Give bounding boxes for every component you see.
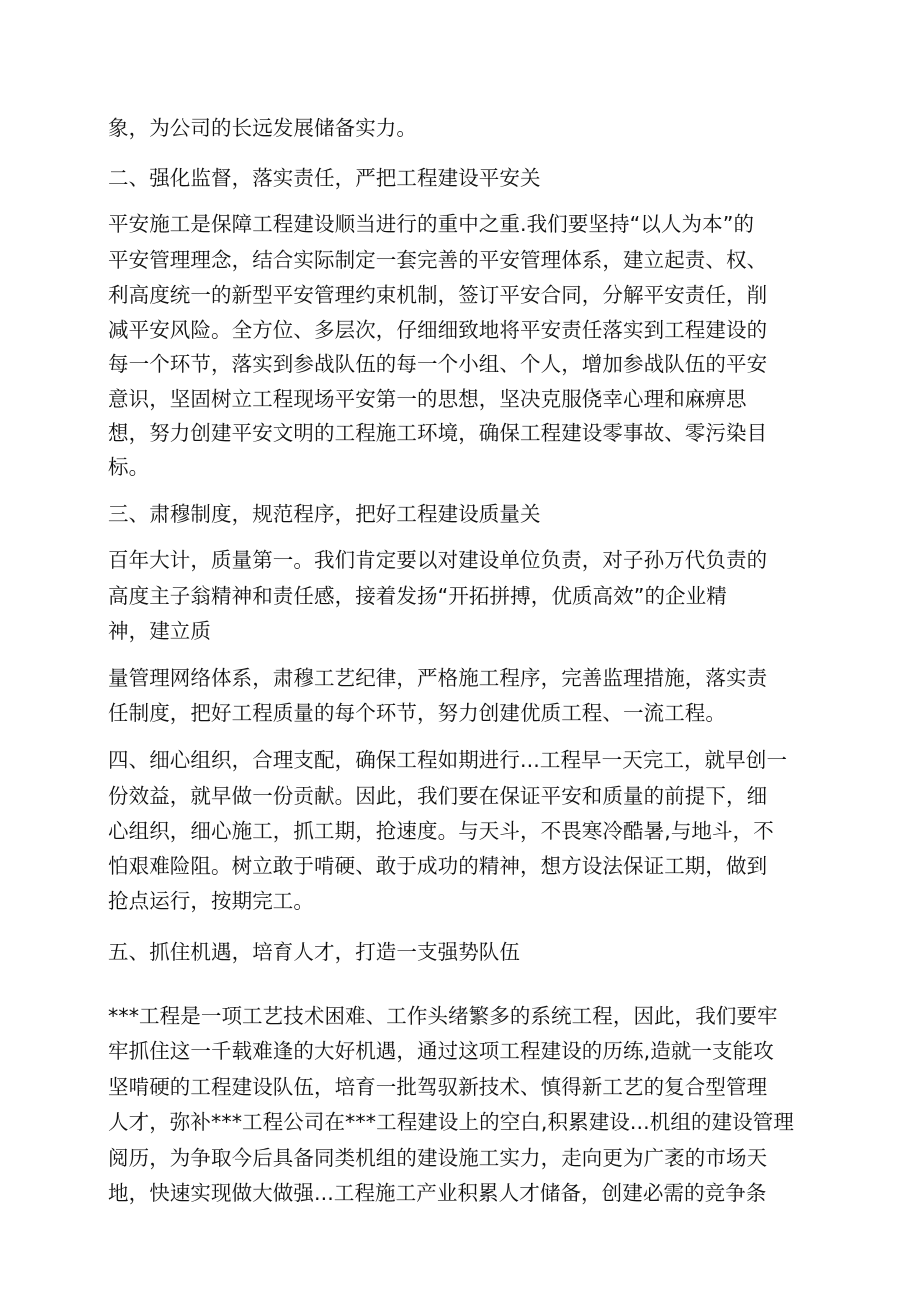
section-heading-5: 五、抓住机遇，培育人才，打造一支强势队伍 xyxy=(108,940,520,964)
text-line: 利高度统一的新型平安管理约束机制，签订平安合同，分解平安责任，削 xyxy=(108,283,768,307)
text-line: 阅历，为争取今后具备同类机组的建设施工实力，走向更为广袤的市场天 xyxy=(108,1146,768,1170)
text-line: 神，建立质 xyxy=(108,619,211,643)
section-heading-3: 三、肃穆制度，规范程序，把好工程建设质量关 xyxy=(108,502,541,526)
text-line: 象，为公司的长远发展储备实力。 xyxy=(108,116,417,140)
text-line: 份效益，就早做一份贡献。因此，我们要在保证平安和质量的前提下，细 xyxy=(108,784,768,808)
text-line: ***工程是一项工艺技术困难、工作头绪繁多的系统工程，因此，我们要牢 xyxy=(108,1004,778,1028)
text-line: 量管理网络体系，肃穆工艺纪律，严格施工程序，完善监理措施，落实责 xyxy=(108,666,768,690)
text-line: 意识，坚固树立工程现场平安第一的思想，坚决克服侥幸心理和麻痹思 xyxy=(108,387,747,411)
section-heading-4: 四、细心组织，合理支配，确保工程如期进行...工程早一天完工，就早创一 xyxy=(108,748,788,772)
text-line: 想，努力创建平安文明的工程施工环境，确保工程建设零事故、零污染目 xyxy=(108,421,768,445)
text-line: 标。 xyxy=(108,455,150,479)
text-line: 心组织，细心施工，抓工期，抢速度。与天斗，不畏寒冷酷暑,与地斗，不 xyxy=(108,819,774,843)
text-line: 每一个环节，落实到参战队伍的每一个小组、个人，增加参战队伍的平安 xyxy=(108,352,768,376)
section-heading-2: 二、强化监督，落实责任，严把工程建设平安关 xyxy=(108,166,541,190)
text-line: 减平安风险。全方位、多层次，仔细细致地将平安责任落实到工程建设的 xyxy=(108,318,768,342)
text-line: 牢抓住这一千载难逢的大好机遇，通过这项工程建设的历练,造就一支能攻 xyxy=(108,1039,774,1063)
text-line: 抢点运行，按期完工。 xyxy=(108,889,314,913)
text-line: 百年大计，质量第一。我们肯定要以对建设单位负责，对子孙万代负责的 xyxy=(108,548,768,572)
text-line: 高度主子翁精神和责任感，接着发扬“开拓拼搏，优质高效”的企业精 xyxy=(108,584,727,608)
text-line: 平安施工是保障工程建设顺当进行的重中之重.我们要坚持“以人为本”的 xyxy=(108,212,755,236)
text-line: 人才，弥补***工程公司在***工程建设上的空白,积累建设...机组的建设管理 xyxy=(108,1110,794,1134)
text-line: 平安管理理念，结合实际制定一套完善的平安管理体系，建立起责、权、 xyxy=(108,248,768,272)
text-line: 地，快速实现做大做强...工程施工产业积累人才储备，创建必需的竞争条 xyxy=(108,1181,767,1205)
text-line: 怕艰难险阻。树立敢于啃硬、敢于成功的精神，想方设法保证工期，做到 xyxy=(108,854,768,878)
text-line: 任制度，把好工程质量的每个环节，努力创建优质工程、一流工程。 xyxy=(108,701,726,725)
text-line: 坚啃硬的工程建设队伍，培育一批驾驭新技术、慎得新工艺的复合型管理 xyxy=(108,1075,768,1099)
